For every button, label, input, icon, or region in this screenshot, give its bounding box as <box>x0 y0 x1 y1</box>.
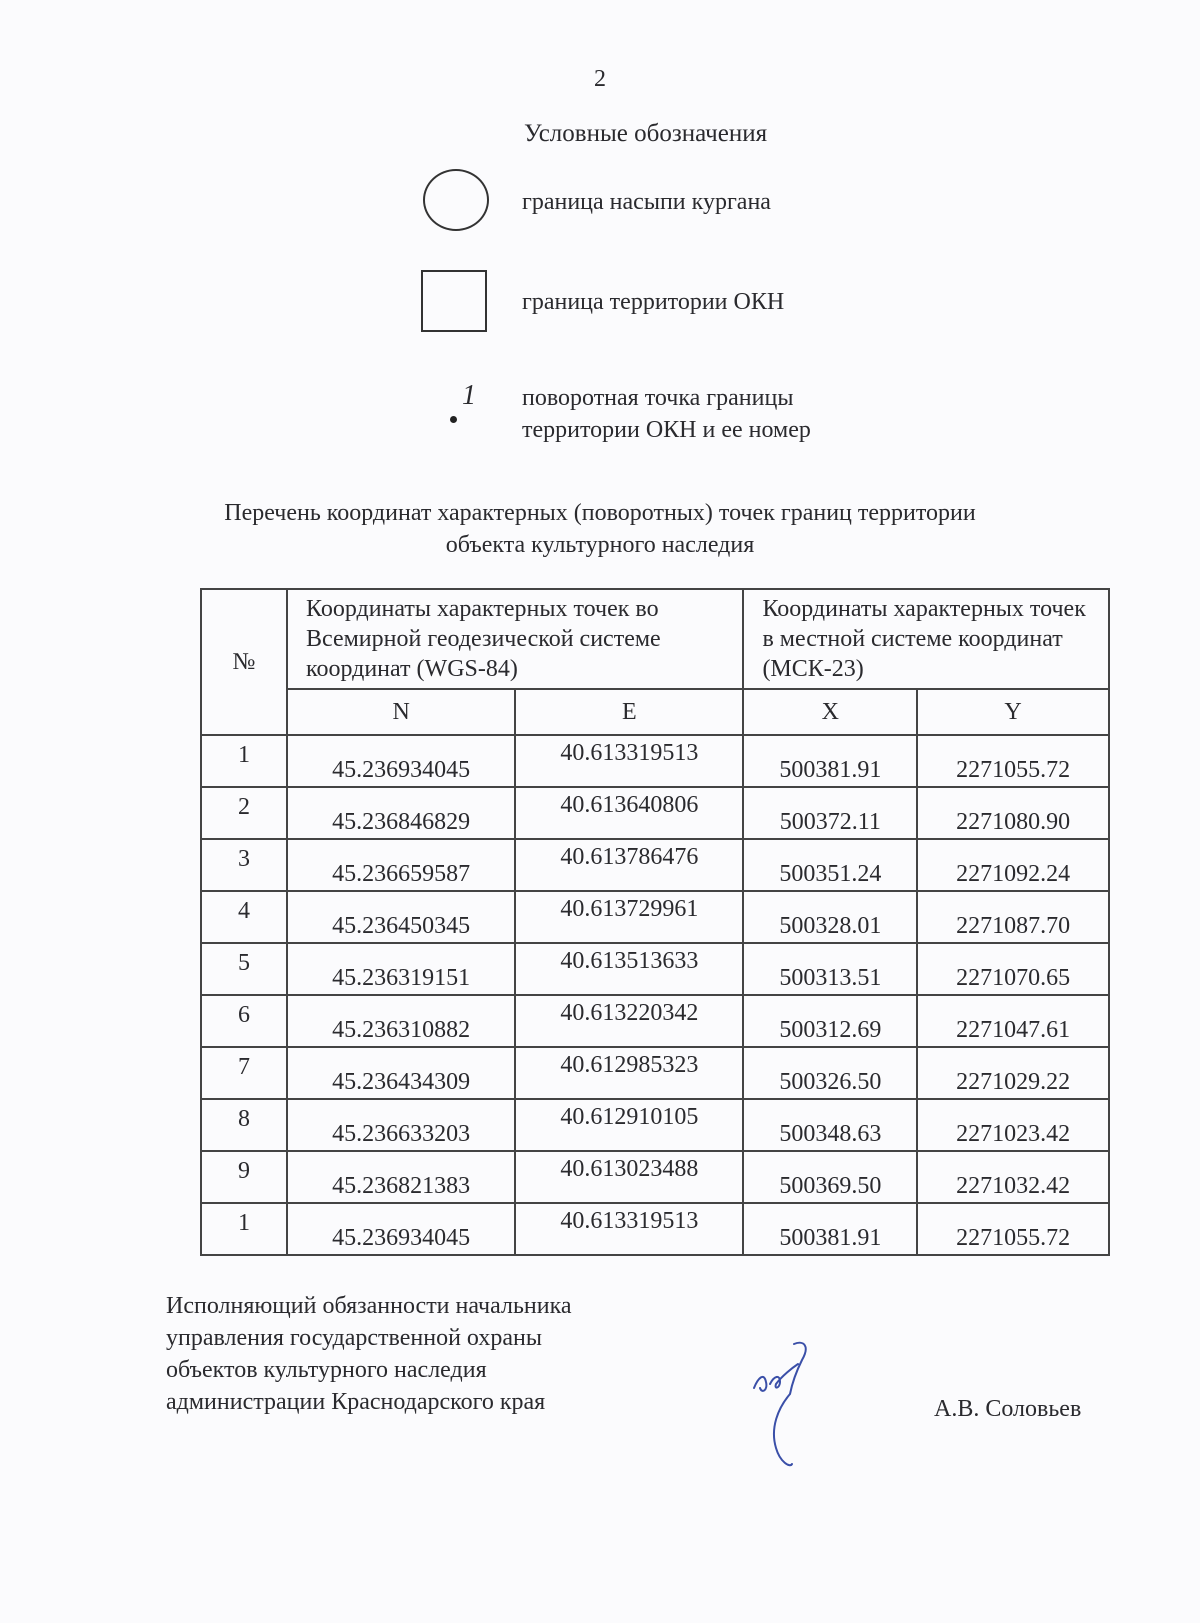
col-x-header: X <box>743 689 917 735</box>
col-n-header: N <box>287 689 515 735</box>
legend-label-turning-point <box>522 382 811 446</box>
cell-e: 40.613220342 <box>515 995 743 1047</box>
cell-y: 2271029.22 <box>917 1047 1109 1099</box>
cell-number: 7 <box>201 1047 287 1099</box>
signatory-title <box>166 1290 572 1418</box>
point-dot <box>450 416 457 423</box>
cell-x: 500351.24 <box>743 839 917 891</box>
cell-y: 2271055.72 <box>917 735 1109 787</box>
cell-x: 500369.50 <box>743 1151 917 1203</box>
signatory-line: объектов культурного наследия <box>166 1357 487 1383</box>
cell-number: 1 <box>201 735 287 787</box>
table-row <box>201 891 1109 943</box>
cell-x: 500328.01 <box>743 891 917 943</box>
signatory-name: А.В. Соловьев <box>934 1396 1082 1422</box>
cell-number: 8 <box>201 1099 287 1151</box>
caption-line1: Перечень координат характерных (поворотных) точек границ территории <box>224 500 976 526</box>
cell-e: 40.613640806 <box>515 787 743 839</box>
table-row <box>201 1203 1109 1255</box>
signatory-line: администрации Краснодарского края <box>166 1389 546 1415</box>
legend-label-line2: территории ОКН и ее номер <box>522 417 811 443</box>
table-row <box>201 787 1109 839</box>
cell-x: 500348.63 <box>743 1099 917 1151</box>
cell-x: 500381.91 <box>743 1203 917 1255</box>
cell-y: 2271032.42 <box>917 1151 1109 1203</box>
cell-x: 500381.91 <box>743 735 917 787</box>
page-number: 2 <box>594 66 606 92</box>
cell-y: 2271092.24 <box>917 839 1109 891</box>
cell-n: 45.236434309 <box>287 1047 515 1099</box>
cell-number: 2 <box>201 787 287 839</box>
cell-n: 45.236934045 <box>287 735 515 787</box>
legend-label-territory: граница территории ОКН <box>522 289 785 315</box>
table-row <box>201 1151 1109 1203</box>
cell-n: 45.236450345 <box>287 891 515 943</box>
coordinates-table <box>200 588 1110 1256</box>
cell-y: 2271055.72 <box>917 1203 1109 1255</box>
cell-x: 500313.51 <box>743 943 917 995</box>
cell-n: 45.236934045 <box>287 1203 515 1255</box>
cell-e: 40.612985323 <box>515 1047 743 1099</box>
cell-number: 6 <box>201 995 287 1047</box>
table-row <box>201 839 1109 891</box>
legend-title: Условные обозначения <box>524 120 768 147</box>
cell-e: 40.613729961 <box>515 891 743 943</box>
handwritten-signature <box>748 1338 838 1478</box>
cell-y: 2271070.65 <box>917 943 1109 995</box>
table-row <box>201 1047 1109 1099</box>
col-number-header: № <box>201 589 287 735</box>
legend-label-line1: поворотная точка границы <box>522 385 794 411</box>
table-row <box>201 1099 1109 1151</box>
signatory-line: Исполняющий обязанности начальника <box>166 1293 572 1319</box>
msk23-group-header: Координаты характерных точек в местной системе координат (МСК-23) <box>743 589 1109 689</box>
cell-e: 40.613786476 <box>515 839 743 891</box>
col-e-header: E <box>515 689 743 735</box>
cell-number: 3 <box>201 839 287 891</box>
cell-n: 45.236319151 <box>287 943 515 995</box>
wgs84-group-header: Координаты характерных точек во Всемирной геодезической системе координат (WGS-84) <box>287 589 743 689</box>
cell-number: 4 <box>201 891 287 943</box>
cell-n: 45.236659587 <box>287 839 515 891</box>
cell-x: 500372.11 <box>743 787 917 839</box>
cell-n: 45.236846829 <box>287 787 515 839</box>
cell-e: 40.612910105 <box>515 1099 743 1151</box>
cell-x: 500312.69 <box>743 995 917 1047</box>
cell-e: 40.613319513 <box>515 735 743 787</box>
cell-n: 45.236821383 <box>287 1151 515 1203</box>
legend-label-mound: граница насыпи кургана <box>522 189 771 215</box>
cell-n: 45.236310882 <box>287 995 515 1047</box>
table-row <box>201 995 1109 1047</box>
turning-point-icon <box>446 380 486 430</box>
cell-y: 2271023.42 <box>917 1099 1109 1151</box>
cell-x: 500326.50 <box>743 1047 917 1099</box>
cell-y: 2271087.70 <box>917 891 1109 943</box>
cell-e: 40.613023488 <box>515 1151 743 1203</box>
cell-n: 45.236633203 <box>287 1099 515 1151</box>
caption-line2: объекта культурного наследия <box>445 532 755 558</box>
cell-number: 5 <box>201 943 287 995</box>
table-caption <box>150 497 1050 561</box>
cell-y: 2271047.61 <box>917 995 1109 1047</box>
col-y-header: Y <box>917 689 1109 735</box>
signatory-line: управления государственной охраны <box>166 1325 542 1351</box>
table-row <box>201 943 1109 995</box>
cell-y: 2271080.90 <box>917 787 1109 839</box>
table-row <box>201 735 1109 787</box>
cell-e: 40.613319513 <box>515 1203 743 1255</box>
point-number: 1 <box>462 380 476 411</box>
cell-e: 40.613513633 <box>515 943 743 995</box>
cell-number: 9 <box>201 1151 287 1203</box>
square-icon <box>421 270 487 332</box>
cell-number: 1 <box>201 1203 287 1255</box>
circle-icon <box>423 169 489 231</box>
